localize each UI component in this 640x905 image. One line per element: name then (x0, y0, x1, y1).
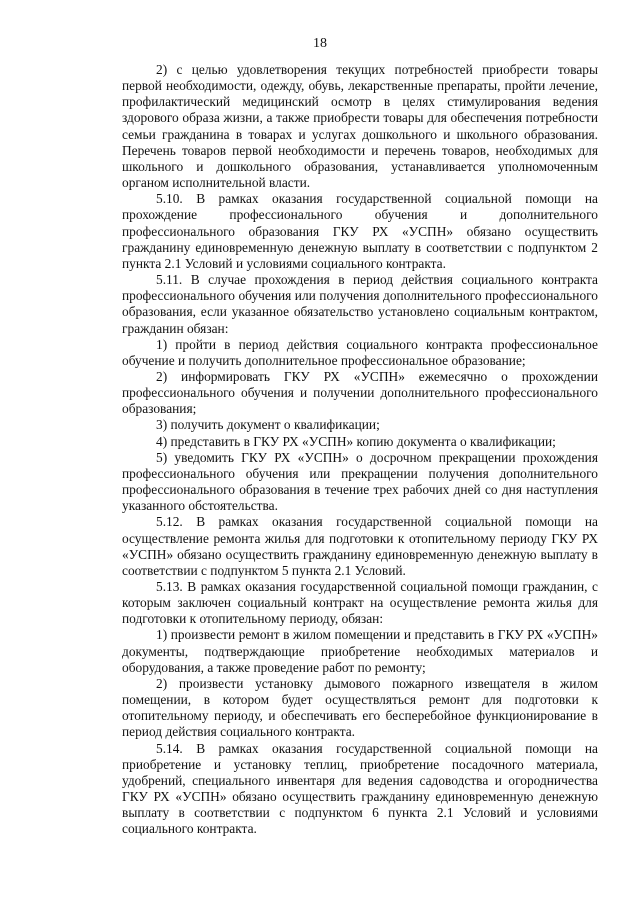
page-number: 18 (313, 36, 327, 51)
document-body (122, 62, 598, 838)
paragraph: 3) получить документ о квалификации; (156, 417, 380, 433)
paragraph: 2) произвести установку дымового пожарного извещателя в жилом помещении, в котором будет осуществляться ремонт для подготовки к отопительному периоду, и обеспечивать его бесперебойное функционирование в период действия социального контракта. (122, 675, 598, 740)
paragraph: 5) уведомить ГКУ РХ «УСПН» о досрочном прекращении прохождения профессионального обучения или прекращении получения дополнительного профессионального образования в течение трех рабочих дней со дня наступления указанного обстоятельства. (122, 449, 598, 514)
paragraph: 4) представить в ГКУ РХ «УСПН» копию документа о квалификации; (156, 433, 556, 449)
paragraph: 5.10. В рамках оказания государственной социальной помощи на прохождение профессионального обучения и дополнительного профессионального образования ГКУ РХ «УСПН» обязано осуществить гражданину единовременную денежную выплату в соответствии с подпунктом 2 пункта 2.1 Условий и условиями социального контракта. (122, 191, 598, 271)
paragraph: 5.12. В рамках оказания государственной социальной помощи на осуществление ремонта жилья для подготовки к отопительному периоду ГКУ РХ «УСПН» обязано осуществить гражданину единовременную денежную выплату в соответствии с подпунктом 5 пункта 2.1 Условий. (122, 514, 598, 578)
paragraph: 1) пройти в период действия социального контракта профессиональное обучение и получить дополнительное профессиональное образование; (122, 336, 598, 368)
paragraph: 2) с целью удовлетворения текущих потребностей приобрести товары первой необходимости, одежду, обувь, лекарственные препараты, пройти лечение, профилактический медицинский осмотр в целях стимулирования ведения здорового образа жизни, а также приобрести товары для обеспечения потребности семьи гражданина в товарах и услугах дошкольного и школьного образования. Перечень товаров первой необходимости и перечень товаров, необходимых для школьного и дошкольного образования, устанавливается уполномоченным органом исполнительной власти. (122, 62, 598, 191)
paragraph: 5.13. В рамках оказания государственной социальной помощи гражданин, с которым заключен социальный контракт на осуществление ремонта жилья для подготовки к отопительному периоду, обязан: (122, 579, 598, 627)
paragraph: 5.11. В случае прохождения в период действия социального контракта профессионального обучения или получения дополнительного профессионального образования, если указанное обязательство установлено социальным контрактом, гражданин обязан: (122, 272, 598, 336)
paragraph: 2) информировать ГКУ РХ «УСПН» ежемесячно о прохождении профессионального обучения и получении дополнительного профессионального образования; (122, 368, 598, 417)
paragraph: 1) произвести ремонт в жилом помещении и представить в ГКУ РХ «УСПН» документы, подтверждающие приобретение необходимых материалов и оборудования, а также проведение работ по ремонту; (122, 627, 598, 675)
paragraph: 5.14. В рамках оказания государственной социальной помощи на приобретение и установку теплиц, приобретение посадочного материала, удобрений, специального инвентаря для ведения садоводства и огородничества ГКУ РХ «УСПН» обязано осуществить гражданину единовременную денежную выплату в соответствии с подпунктом 6 пункта 2.1 Условий и условиями социального контракта. (122, 740, 598, 837)
